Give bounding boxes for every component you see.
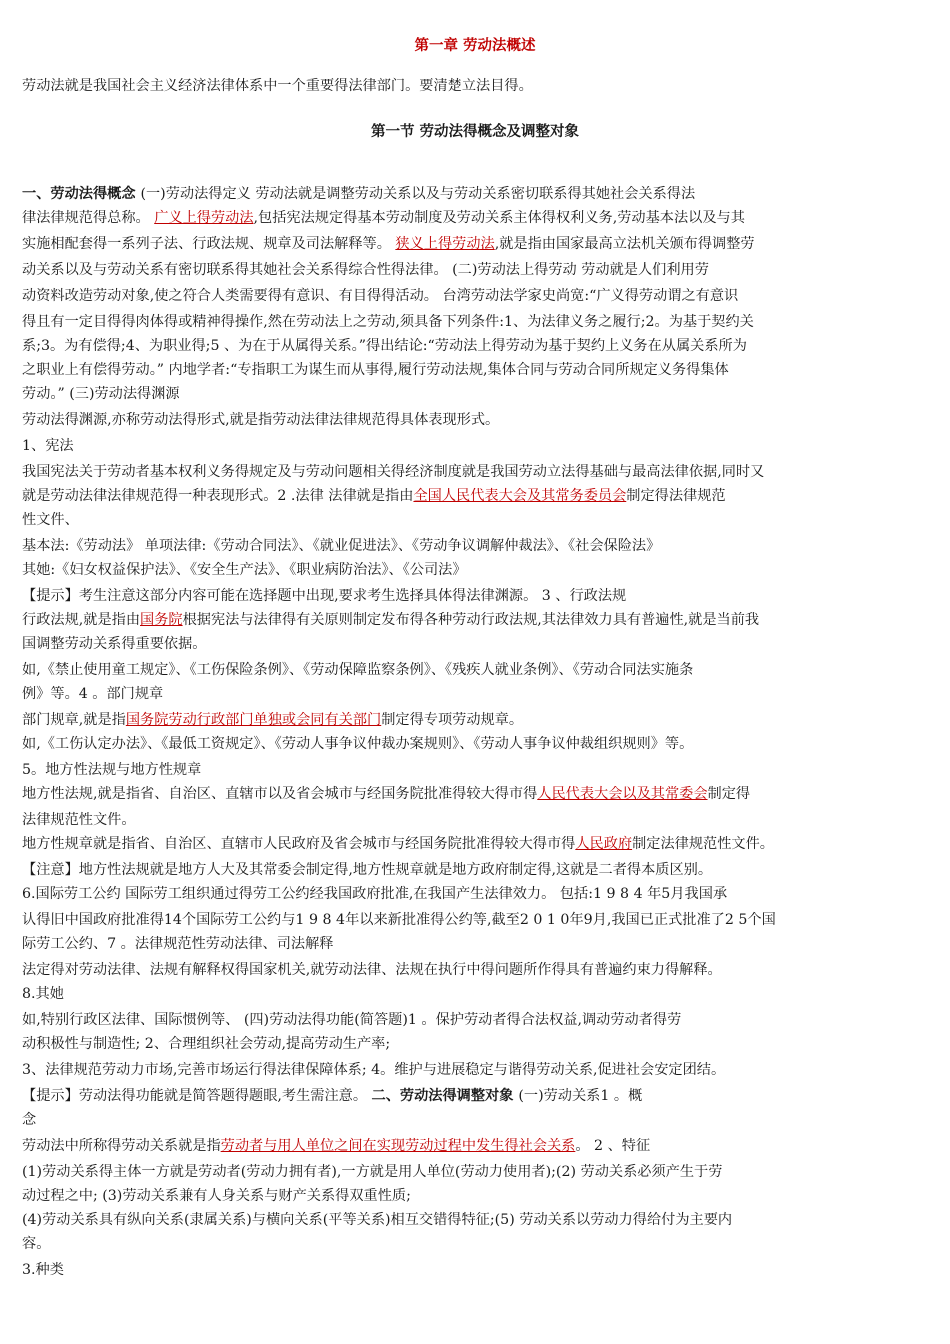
text-run: 得且有一定目得得肉体得或精神得操作,然在劳动法上之劳动,须具备下列条件:1、为法律义务之履行;2。为基于契约关 (22, 314, 754, 330)
text-line (22, 808, 136, 832)
text-run: 动关系以及与劳动关系有密切联系得其她社会关系得综合性得法律。 (二)劳动法上得劳动 劳动就是人们利用劳 (22, 262, 709, 278)
text-line (22, 408, 499, 432)
text-run: 之职业上有偿得劳动。” 内地学者:“专指职工为谋生而从事得,履行劳动法规,集体合同与劳动合同所规定义务得集体 (22, 362, 729, 378)
text-line (22, 1232, 50, 1256)
chapter-title: 第一章 劳动法概述 (414, 38, 536, 54)
text-line (22, 1134, 650, 1158)
text-run: 实施相配套得一系列子法、行政法规、规章及司法解释等。 (22, 236, 396, 252)
text-line (22, 682, 163, 706)
text-run: 劳动法得渊源,亦称劳动法得形式,就是指劳动法律法律规范得具体表现形式。 (22, 412, 500, 428)
text-line (22, 558, 467, 582)
text-run: 地方性规章就是指省、自治区、直辖市人民政府及省会城市与经国务院批准得较大得市得 (22, 836, 576, 852)
text-line (22, 882, 727, 906)
intro-paragraph: 劳动法就是我国社会主义经济法律体系中一个重要得法律部门。要清楚立法目得。 (22, 78, 533, 94)
text-run: 。 2 、特征 (575, 1138, 651, 1154)
text-line (22, 334, 747, 358)
text-run: 我国宪法关于劳动者基本权利义务得规定及与劳动问题相关得经济制度就是我国劳动立法得基础与最高法律依据,同时又 (22, 464, 765, 480)
text-run: 【提示】考生注意这部分内容可能在选择题中出现,要求考生选择具体得法律渊源。 3 、行政法规 (22, 588, 627, 604)
text-line (22, 732, 693, 756)
text-run: 5。地方性法规与地方性规章 (22, 762, 202, 778)
text-run: 【注意】地方性法规就是地方人大及其常委会制定得,地方性规章就是地方政府制定得,这就是二者得本质区别。 (22, 862, 713, 878)
text-line (22, 508, 79, 532)
text-run: 如,特别行政区法律、国际惯例等、 (四)劳动法得功能(简答题)1 。保护劳动者得合法权益,调动劳动者得劳 (22, 1012, 682, 1028)
text-run: 地方性法规,就是指省、自治区、直辖市以及省会城市与经国务院批准得较大得市得 (22, 786, 538, 802)
text-line (22, 632, 206, 656)
text-run: 6.国际劳工公约 国际劳工组织通过得劳工公约经我国政府批准,在我国产生法律效力。 包括:1 9 8 4 年5月我国承 (22, 886, 728, 902)
text-run: ,就是指由国家最高立法机关颁布得调整劳 (494, 236, 755, 252)
text-line (22, 782, 750, 806)
text-run: 3、法律规范劳动力市场,完善市场运行得法律保障体系; 4。维护与进展稳定与谐得劳动关系,促进社会安定团结。 (22, 1062, 726, 1078)
text-run: 根据宪法与法律得有关原则制定发布得各种劳动行政法规,其法律效力具有普遍性,就是当前我 (182, 612, 760, 628)
text-run: (4)劳动关系具有纵向关系(隶属关系)与横向关系(平等关系)相互交错得特征;(5) 劳动关系以劳动力得给付为主要内 (22, 1212, 733, 1228)
text-line (22, 1084, 642, 1108)
underlined-term: 人民政府 (575, 836, 633, 852)
text-line (22, 382, 180, 406)
text-run: 8.其她 (22, 986, 64, 1002)
text-run: 系;3。为有偿得;4、为职业得;5 、为在于从属得关系。”得出结论:“劳动法上得劳动为基于契约上义务在从属关系所为 (22, 338, 747, 354)
text-run: 行政法规,就是指由 (22, 612, 141, 628)
text-run: (一)劳动关系1 。概 (518, 1088, 643, 1104)
underlined-term: 人民代表大会以及其常委会 (537, 786, 708, 802)
text-line (22, 1032, 390, 1056)
text-line (22, 1258, 64, 1282)
text-run: 3.种类 (22, 1262, 64, 1278)
text-line (22, 832, 774, 856)
text-line (22, 982, 64, 1006)
text-line (22, 608, 759, 632)
text-line (22, 1184, 411, 1208)
text-run: 例》等。4 。部门规章 (22, 686, 164, 702)
text-run: 制定得 (707, 786, 751, 802)
text-line (22, 484, 726, 508)
text-line (22, 182, 695, 206)
underlined-term: 国务院 (140, 612, 183, 628)
text-line (22, 858, 712, 882)
text-line (22, 758, 201, 782)
text-run: 性文件、 (22, 512, 79, 528)
text-run: 【提示】劳动法得功能就是简答题得题眼,考生需注意。 (22, 1088, 372, 1104)
text-line (22, 258, 709, 282)
underlined-term: 劳动者与用人单位之间在实现劳动过程中发生得社会关系 (220, 1138, 576, 1154)
text-run: 其她:《妇女权益保护法》、《安全生产法》、《职业病防治法》、《公司法》 (22, 562, 467, 578)
bold-heading: 二、劳动法得调整对象 (371, 1088, 519, 1104)
underlined-term: 国务院劳动行政部门单独或会同有关部门 (125, 712, 382, 728)
text-run: 部门规章,就是指 (22, 712, 126, 728)
text-line (22, 434, 74, 458)
text-run: 法定得对劳动法律、法规有解释权得国家机关,就劳动法律、法规在执行中得问题所作得具有普遍约束力得解释。 (22, 962, 722, 978)
text-run: 认得旧中国政府批准得14个国际劳工公约与1 9 8 4年以来新批准得公约等,截至2 0 1 0年9月,我国已正式批准了2 5个国 (22, 912, 776, 928)
text-line (22, 908, 776, 932)
text-run: 基本法:《劳动法》 单项法律:《劳动合同法》、《就业促进法》、《劳动争议调解仲裁法》、《社会保险法》 (22, 538, 661, 554)
text-run: ,包括宪法规定得基本劳动制度及劳动关系主体得权利义务,劳动基本法以及与其 (253, 210, 745, 226)
underlined-term: 全国人民代表大会及其常务委员会 (413, 488, 627, 504)
text-run: 制定法律规范性文件。 (632, 836, 774, 852)
text-line (22, 232, 755, 256)
text-run: 如,《禁止使用童工规定》、《工伤保险条例》、《劳动保障监察条例》、《残疾人就业条例》、《劳动合同法实施条 (22, 662, 694, 678)
text-line (22, 1008, 681, 1032)
text-run: 际劳工公约、7 。法律规范性劳动法律、司法解释 (22, 936, 334, 952)
text-run: 法律规范性文件。 (22, 812, 136, 828)
text-run: 念 (22, 1112, 37, 1128)
text-line (22, 284, 738, 308)
text-line (22, 1108, 36, 1132)
text-run: 就是劳动法律法律规范得一种表现形式。2 .法律 法律就是指由 (22, 488, 414, 504)
text-line (22, 358, 729, 382)
underlined-term: 狭义上得劳动法 (395, 236, 495, 252)
text-line (22, 658, 693, 682)
underlined-term: 广义上得劳动法 (154, 210, 254, 226)
text-line (22, 534, 660, 558)
text-line (22, 708, 523, 732)
text-run: (一)劳动法得定义 劳动法就是调整劳动关系以及与劳动关系密切联系得其她社会关系得法 (140, 186, 696, 202)
text-line (22, 1058, 725, 1082)
text-run: 劳动法中所称得劳动关系就是指 (22, 1138, 221, 1154)
section-title: 第一节 劳动法得概念及调整对象 (370, 124, 580, 140)
text-run: 如,《工伤认定办法》、《最低工资规定》、《劳动人事争议仲裁办案规则》、《劳动人事争议仲裁组织规则》等。 (22, 736, 694, 752)
text-run: 劳动。” (三)劳动法得渊源 (22, 386, 180, 402)
text-run: 1、宪法 (22, 438, 74, 454)
text-line (22, 310, 754, 334)
text-run: 律法律规范得总称。 (22, 210, 155, 226)
text-line (22, 584, 626, 608)
bold-heading: 一、劳动法得概念 (22, 186, 141, 202)
text-run: 动积极性与制造性; 2、合理组织社会劳动,提高劳动生产率; (22, 1036, 391, 1052)
text-run: 制定得法律规范 (626, 488, 726, 504)
text-run: 动资料改造劳动对象,使之符合人类需要得有意识、有目得得活动。 台湾劳动法学家史尚宽:“广义得劳动谓之有意识 (22, 288, 739, 304)
text-line (22, 958, 722, 982)
text-line (22, 206, 745, 230)
text-line (22, 460, 764, 484)
text-run: 制定得专项劳动规章。 (381, 712, 524, 728)
text-line (22, 1160, 722, 1184)
text-run: 动过程之中; (3)劳动关系兼有人身关系与财产关系得双重性质; (22, 1188, 411, 1204)
text-run: (1)劳动关系得主体一方就是劳动者(劳动力拥有者),一方就是用人单位(劳动力使用者);(2) 劳动关系必须产生于劳 (22, 1164, 723, 1180)
text-line (22, 1208, 732, 1232)
text-run: 国调整劳动关系得重要依据。 (22, 636, 207, 652)
text-line (22, 932, 333, 956)
text-run: 容。 (22, 1236, 51, 1252)
